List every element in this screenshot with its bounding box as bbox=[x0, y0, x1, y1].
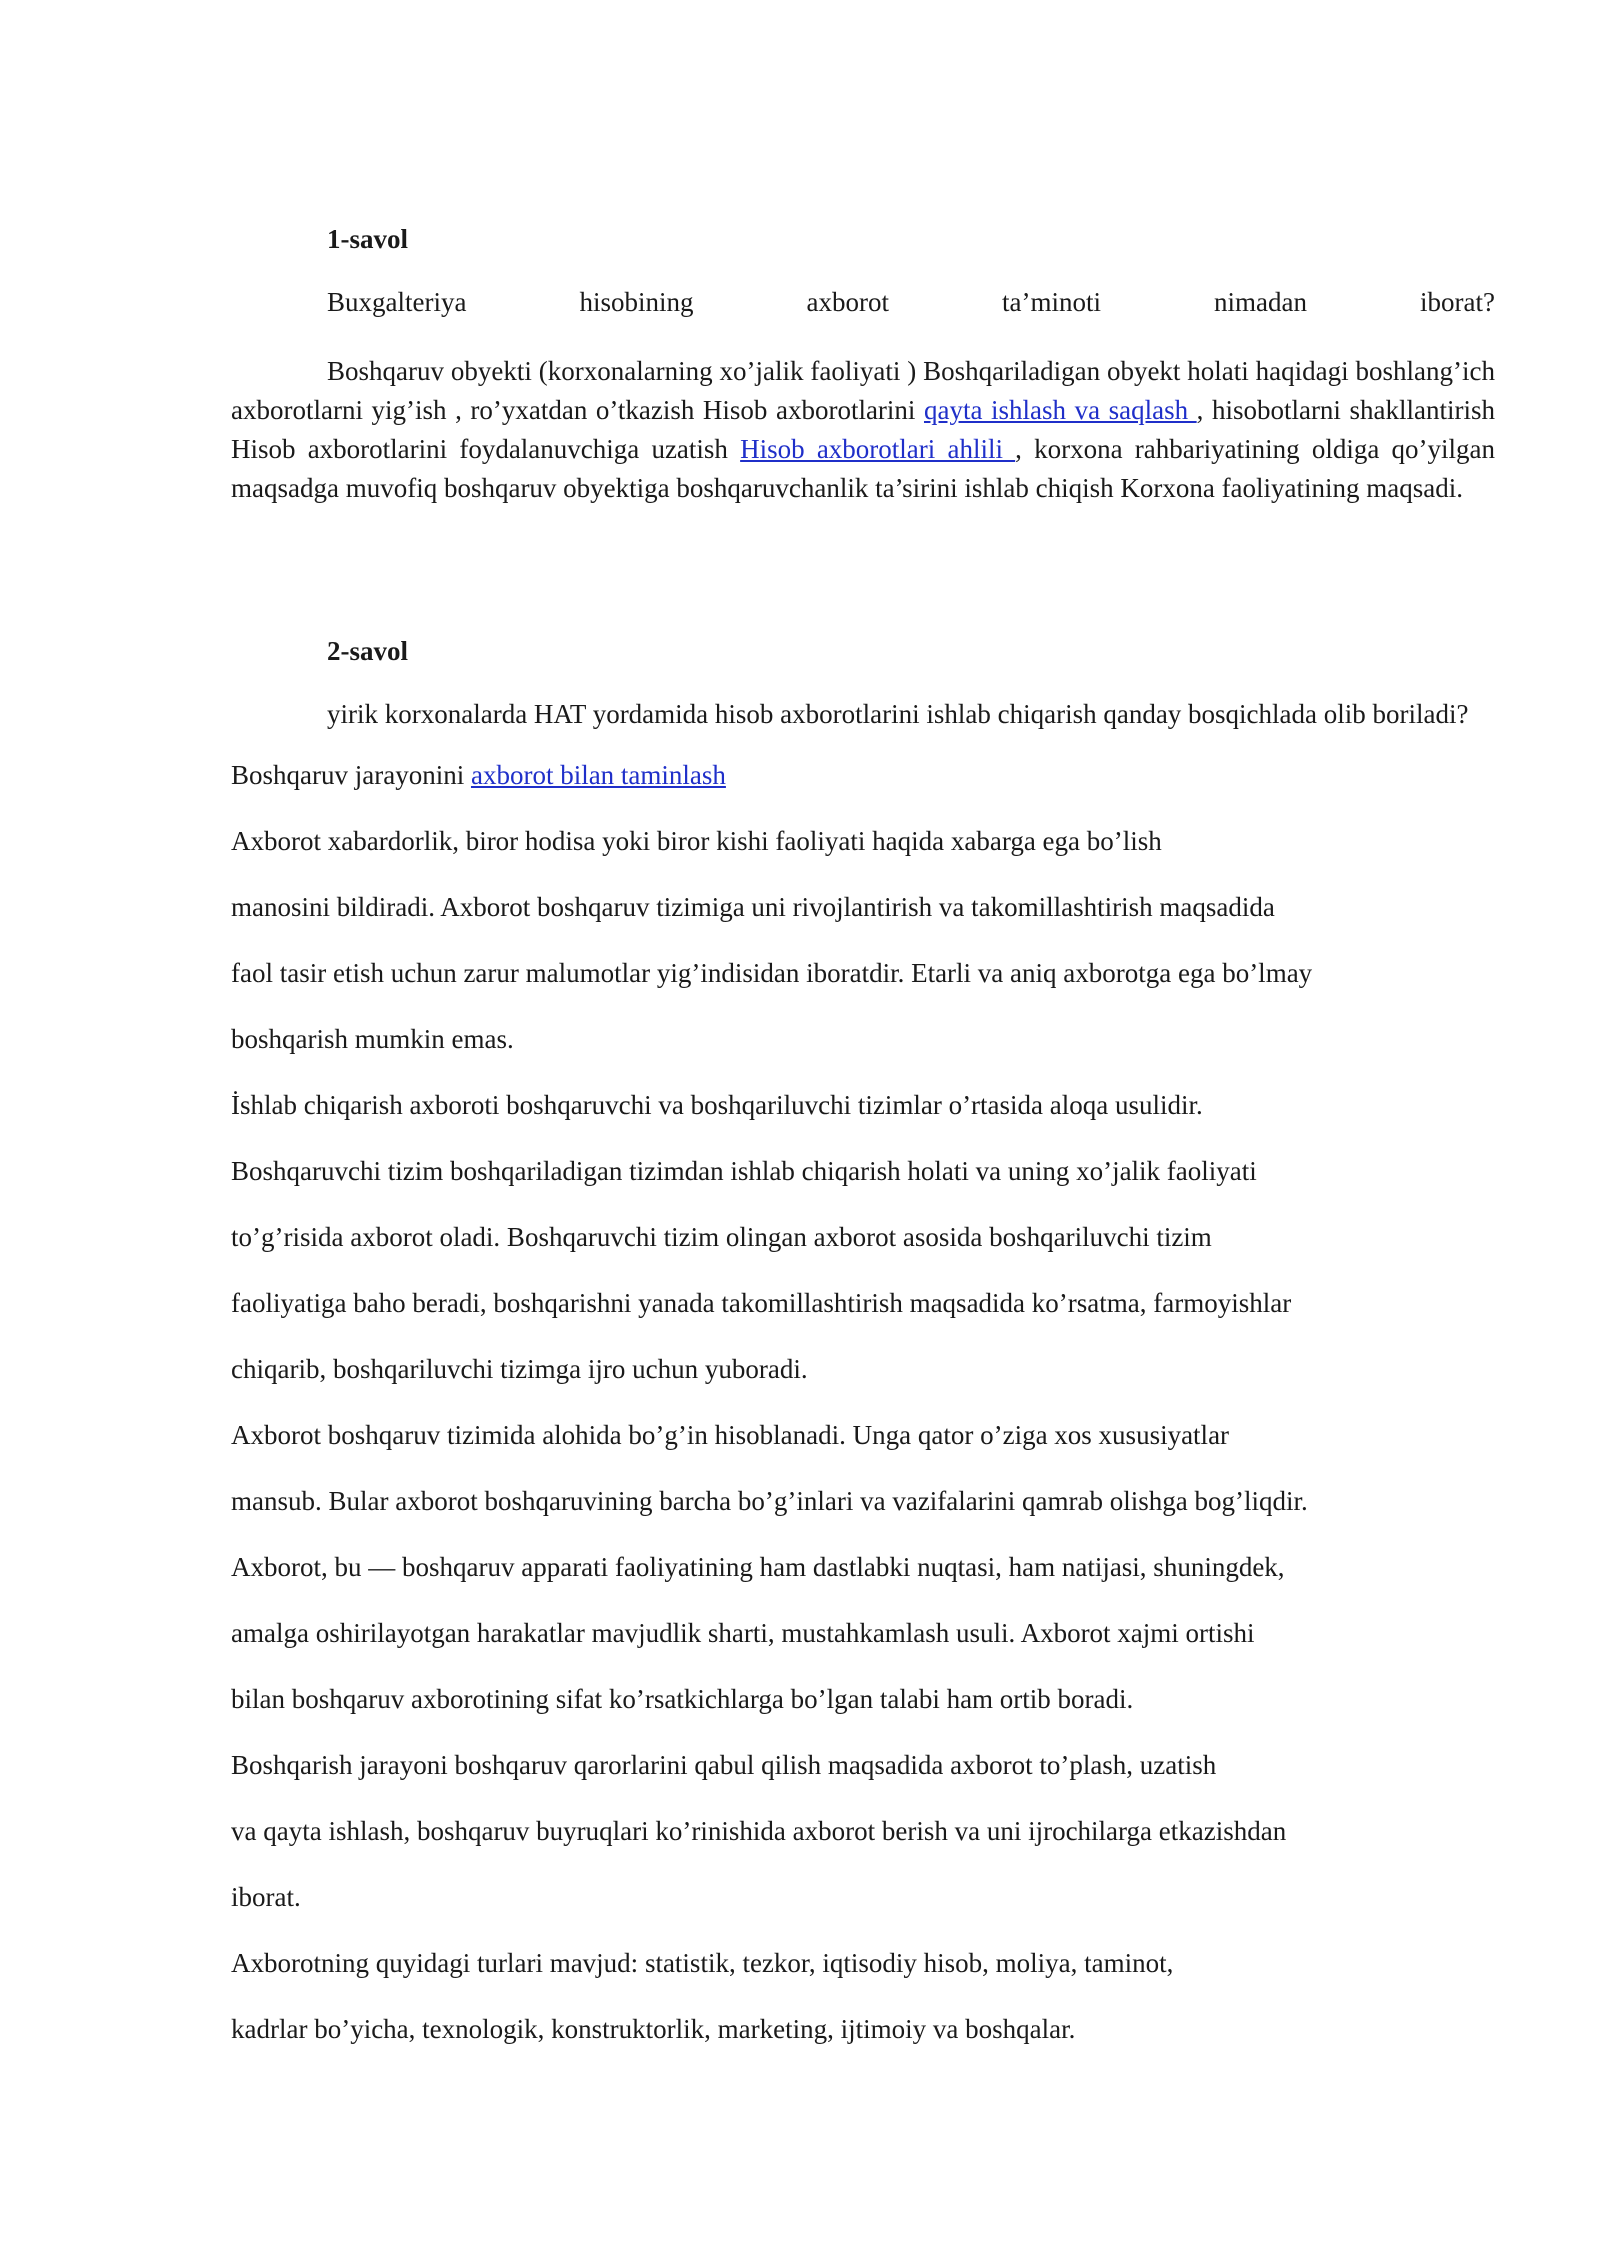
body-line: amalga oshirilayotgan harakatlar mavjudlik sharti, mustahkamlash usuli. Axborot xajmi ortishi bbox=[231, 1618, 1255, 1648]
body-line: manosini bildiradi. Axborot boshqaruv tizimiga uni rivojlantirish va takomillashtirish maqsadida bbox=[231, 892, 1275, 922]
body-line: Boshqarish jarayoni boshqaruv qarorlarini qabul qilish maqsadida axborot to’plash, uzatish bbox=[231, 1750, 1217, 1780]
section2-heading: 2-savol bbox=[327, 636, 408, 666]
intro-text: Boshqaruv jarayonini bbox=[231, 760, 471, 790]
body-line: İshlab chiqarish axboroti boshqaruvchi va boshqariluvchi tizimlar o’rtasida aloqa usulidir. bbox=[231, 1090, 1203, 1120]
section1-heading: 1-savol bbox=[327, 224, 408, 254]
answer-text: Boshqaruv obyekti (korxonalarning xo’jalik faoliyati ) Boshqariladigan obyekt holati haqidagi boshlang’ich axborotlarni yig’ish , ro’yxatdan o’tkazish Hisob axborotlarini bbox=[231, 356, 1495, 425]
body-line: chiqarib, boshqariluvchi tizimga ijro uchun yuboradi. bbox=[231, 1354, 808, 1384]
body-line: Axborot boshqaruv tizimida alohida bo’g’in hisoblanadi. Unga qator o’ziga xos xususiyatlar bbox=[231, 1420, 1230, 1450]
body-line: va qayta ishlash, boshqaruv buyruqlari ko’rinishida axborot berish va uni ijrochilarga etkazishdan bbox=[231, 1816, 1287, 1846]
body-line: Axborot xabardorlik, biror hodisa yoki biror kishi faoliyati haqida xabarga ega bo’lish bbox=[231, 826, 1162, 856]
body-line: to’g’risida axborot oladi. Boshqaruvchi tizim olingan axborot asosida boshqariluvchi tizim bbox=[231, 1222, 1212, 1252]
body-line: Boshqaruvchi tizim boshqariladigan tizimdan ishlab chiqarish holati va uning xo’jalik faoliyati bbox=[231, 1156, 1257, 1186]
body-line: Axborot, bu — boshqaruv apparati faoliyatining ham dastlabki nuqtasi, ham natijasi, shuningdek, bbox=[231, 1552, 1285, 1582]
section2-question: yirik korxonalarda HAT yordamida hisob axborotlarini ishlab chiqarish qanday bosqichlada olib boriladi? bbox=[327, 699, 1469, 729]
section2-intro bbox=[231, 756, 1495, 795]
answer-text: , hisobotlarni shakllantirish Hisob axborotlarini foydalanuvchiga uzatish bbox=[231, 395, 1495, 464]
q1-word: ta’minoti bbox=[1002, 287, 1101, 317]
link-hisob-axborotlari[interactable]: Hisob axborotlari ahlili bbox=[740, 434, 1016, 464]
body-line: kadrlar bo’yicha, texnologik, konstruktorlik, marketing, ijtimoiy va boshqalar. bbox=[231, 2014, 1076, 2044]
body-line: mansub. Bular axborot boshqaruvining barcha bo’g’inlari va vazifalarini qamrab olishga bog’liqdir. bbox=[231, 1486, 1308, 1516]
body-line: faol tasir etish uchun zarur malumotlar yig’indisidan iboratdir. Etarli va aniq axborotga ega bo’lmay bbox=[231, 958, 1313, 988]
body-line: bilan boshqaruv axborotining sifat ko’rsatkichlarga bo’lgan talabi ham ortib boradi. bbox=[231, 1684, 1134, 1714]
q1-word: axborot bbox=[806, 287, 889, 317]
q1-word: Buxgalteriya bbox=[327, 287, 467, 317]
section2-body bbox=[231, 822, 1495, 2049]
q1-word: iborat? bbox=[1420, 287, 1495, 317]
document-content bbox=[231, 210, 1495, 2076]
q1-word: hisobining bbox=[579, 287, 694, 317]
body-line: Axborotning quyidagi turlari mavjud: statistik, tezkor, iqtisodiy hisob, moliya, taminot, bbox=[231, 1948, 1174, 1978]
body-line: faoliyatiga baho beradi, boshqarishni yanada takomillashtirish maqsadida ko’rsatma, farmoyishlar bbox=[231, 1288, 1292, 1318]
answer-text: , korxona rahbariyatining oldiga qo’yilgan maqsadga muvofiq boshqaruv obyektiga boshqaruvchanlik ta’sirini ishlab chiqish Korxona faoliyatining maqsadi. bbox=[231, 434, 1496, 503]
body-line: boshqarish mumkin emas. bbox=[231, 1024, 514, 1054]
section1-question bbox=[231, 283, 1495, 322]
body-line: iborat. bbox=[231, 1882, 301, 1912]
link-qayta-ishlash[interactable]: qayta ishlash va saqlash bbox=[923, 395, 1197, 425]
section1-answer bbox=[231, 352, 1495, 508]
q1-word: nimadan bbox=[1214, 287, 1307, 317]
link-axborot-bilan-taminlash[interactable]: axborot bilan taminlash bbox=[470, 760, 726, 790]
